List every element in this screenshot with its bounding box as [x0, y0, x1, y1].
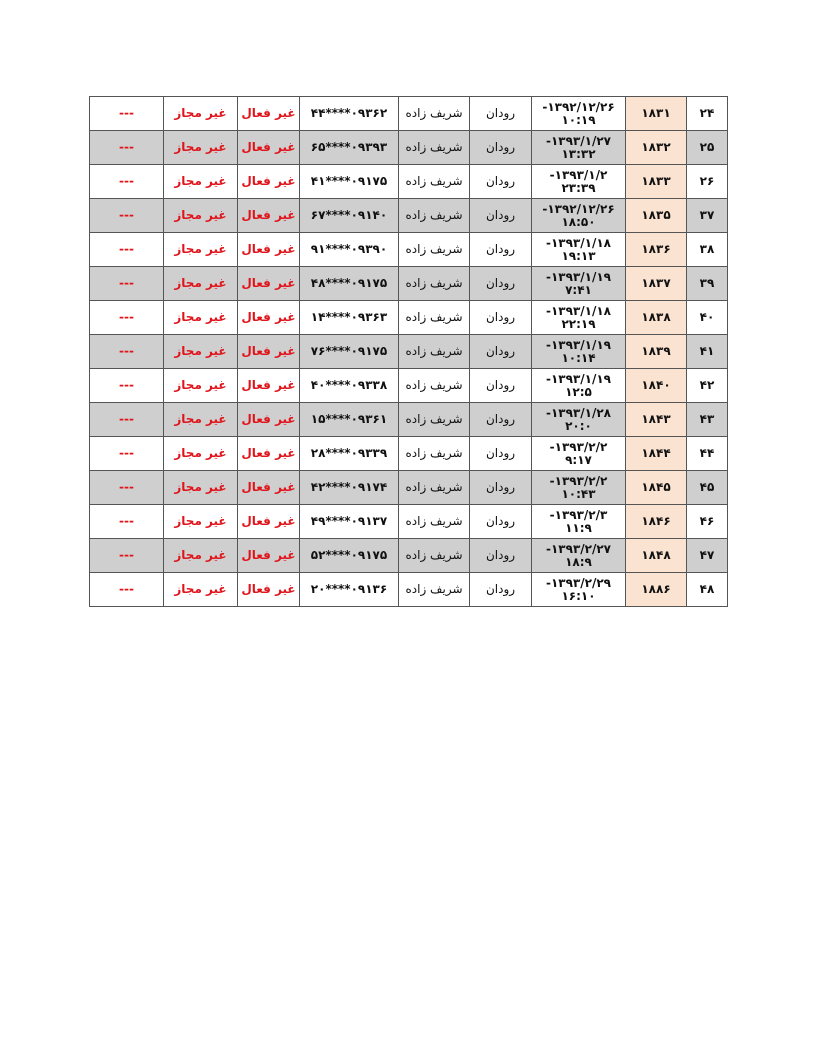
extra-cell: --- — [90, 471, 164, 505]
record-id-cell: ۱۸۳۶ — [626, 233, 687, 267]
date-time-cell — [532, 369, 626, 403]
city-cell: رودان — [470, 199, 532, 233]
date-text: ۱۳۹۳/۱/۱۸- — [545, 235, 612, 250]
permit-status-cell: غیر مجاز — [164, 369, 238, 403]
record-id-cell: ۱۸۳۳ — [626, 165, 687, 199]
active-status-cell: غیر فعال — [238, 233, 300, 267]
date-text: ۱۳۹۲/۱۲/۲۶- — [542, 201, 615, 216]
city-cell: رودان — [470, 539, 532, 573]
table-row — [90, 403, 728, 437]
row-number-cell: ۴۸ — [687, 573, 728, 607]
permit-status-cell: غیر مجاز — [164, 403, 238, 437]
city-cell: رودان — [470, 131, 532, 165]
time-text: ۱۰:۱۴ — [561, 350, 596, 365]
date-text: ۱۳۹۳/۲/۲- — [549, 473, 608, 488]
row-number-cell: ۳۹ — [687, 267, 728, 301]
time-text: ۱۸:۵۰ — [561, 214, 596, 229]
date-text: ۱۳۹۳/۲/۲۷- — [545, 541, 612, 556]
name-cell: شریف زاده — [399, 573, 470, 607]
record-id-cell: ۱۸۳۷ — [626, 267, 687, 301]
date-time-cell — [532, 131, 626, 165]
record-id-cell: ۱۸۴۵ — [626, 471, 687, 505]
table-row — [90, 573, 728, 607]
city-cell: رودان — [470, 267, 532, 301]
name-cell: شریف زاده — [399, 233, 470, 267]
extra-cell: --- — [90, 335, 164, 369]
city-cell: رودان — [470, 233, 532, 267]
phone-cell: ۰۹۳۹۰****۹۱ — [300, 233, 399, 267]
name-cell: شریف زاده — [399, 471, 470, 505]
phone-cell: ۰۹۱۷۴****۴۲ — [300, 471, 399, 505]
date-text: ۱۳۹۳/۱/۲- — [549, 167, 608, 182]
table-row — [90, 165, 728, 199]
active-status-cell: غیر فعال — [238, 505, 300, 539]
permit-status-cell: غیر مجاز — [164, 505, 238, 539]
time-text: ۱۳:۳۲ — [561, 146, 596, 161]
name-cell: شریف زاده — [399, 437, 470, 471]
phone-cell: ۰۹۳۶۲****۴۴ — [300, 97, 399, 131]
name-cell: شریف زاده — [399, 165, 470, 199]
permit-status-cell: غیر مجاز — [164, 131, 238, 165]
row-number-cell: ۴۷ — [687, 539, 728, 573]
active-status-cell: غیر فعال — [238, 267, 300, 301]
row-number-cell: ۳۸ — [687, 233, 728, 267]
permit-status-cell: غیر مجاز — [164, 267, 238, 301]
record-id-cell: ۱۸۸۶ — [626, 573, 687, 607]
city-cell: رودان — [470, 403, 532, 437]
date-text: ۱۳۹۳/۱/۱۹- — [545, 269, 612, 284]
name-cell: شریف زاده — [399, 267, 470, 301]
row-number-cell: ۲۶ — [687, 165, 728, 199]
date-text: ۱۳۹۳/۱/۱۹- — [545, 337, 612, 352]
date-time-cell — [532, 301, 626, 335]
extra-cell: --- — [90, 97, 164, 131]
date-time-cell — [532, 335, 626, 369]
permit-status-cell: غیر مجاز — [164, 233, 238, 267]
date-time-cell — [532, 233, 626, 267]
permit-status-cell: غیر مجاز — [164, 437, 238, 471]
extra-cell: --- — [90, 403, 164, 437]
name-cell: شریف زاده — [399, 97, 470, 131]
record-id-cell: ۱۸۳۱ — [626, 97, 687, 131]
phone-cell: ۰۹۳۳۹****۲۸ — [300, 437, 399, 471]
city-cell: رودان — [470, 471, 532, 505]
name-cell: شریف زاده — [399, 301, 470, 335]
date-time-cell — [532, 267, 626, 301]
permit-status-cell: غیر مجاز — [164, 165, 238, 199]
time-text: ۱۹:۱۳ — [561, 248, 596, 263]
permit-status-cell: غیر مجاز — [164, 301, 238, 335]
city-cell: رودان — [470, 437, 532, 471]
date-text: ۱۳۹۳/۲/۳- — [549, 507, 608, 522]
row-number-cell: ۲۴ — [687, 97, 728, 131]
row-number-cell: ۴۲ — [687, 369, 728, 403]
record-id-cell: ۱۸۴۰ — [626, 369, 687, 403]
extra-cell: --- — [90, 437, 164, 471]
permit-status-cell: غیر مجاز — [164, 97, 238, 131]
date-time-cell — [532, 471, 626, 505]
row-number-cell: ۴۶ — [687, 505, 728, 539]
table-row — [90, 437, 728, 471]
date-time-cell — [532, 165, 626, 199]
table-row — [90, 199, 728, 233]
phone-cell: ۰۹۱۷۵****۴۱ — [300, 165, 399, 199]
date-text: ۱۳۹۳/۲/۲- — [549, 439, 608, 454]
row-number-cell: ۴۵ — [687, 471, 728, 505]
record-id-cell: ۱۸۳۵ — [626, 199, 687, 233]
table-row — [90, 505, 728, 539]
permit-status-cell: غیر مجاز — [164, 471, 238, 505]
active-status-cell: غیر فعال — [238, 335, 300, 369]
table-row — [90, 131, 728, 165]
name-cell: شریف زاده — [399, 335, 470, 369]
date-time-cell — [532, 199, 626, 233]
phone-cell: ۰۹۱۷۵****۵۲ — [300, 539, 399, 573]
active-status-cell: غیر فعال — [238, 539, 300, 573]
time-text: ۹:۱۷ — [565, 452, 592, 467]
active-status-cell: غیر فعال — [238, 573, 300, 607]
phone-cell: ۰۹۱۷۵****۷۶ — [300, 335, 399, 369]
phone-cell: ۰۹۳۹۳****۶۵ — [300, 131, 399, 165]
city-cell: رودان — [470, 97, 532, 131]
row-number-cell: ۲۵ — [687, 131, 728, 165]
phone-cell: ۰۹۳۳۸****۴۰ — [300, 369, 399, 403]
extra-cell: --- — [90, 131, 164, 165]
name-cell: شریف زاده — [399, 369, 470, 403]
record-id-cell: ۱۸۴۳ — [626, 403, 687, 437]
row-number-cell: ۴۱ — [687, 335, 728, 369]
row-number-cell: ۴۰ — [687, 301, 728, 335]
time-text: ۱۸:۹ — [565, 554, 592, 569]
record-id-cell: ۱۸۳۹ — [626, 335, 687, 369]
city-cell: رودان — [470, 301, 532, 335]
time-text: ۱۰:۱۹ — [561, 112, 596, 127]
name-cell: شریف زاده — [399, 199, 470, 233]
date-time-cell — [532, 97, 626, 131]
extra-cell: --- — [90, 573, 164, 607]
time-text: ۲۳:۳۹ — [561, 180, 596, 195]
record-id-cell: ۱۸۴۴ — [626, 437, 687, 471]
city-cell: رودان — [470, 369, 532, 403]
time-text: ۱۱:۹ — [565, 520, 592, 535]
active-status-cell: غیر فعال — [238, 199, 300, 233]
date-text: ۱۳۹۳/۱/۱۹- — [545, 371, 612, 386]
time-text: ۷:۴۱ — [565, 282, 592, 297]
table-row — [90, 233, 728, 267]
name-cell: شریف زاده — [399, 131, 470, 165]
phone-cell: ۰۹۱۴۰****۶۷ — [300, 199, 399, 233]
phone-cell: ۰۹۳۶۳****۱۴ — [300, 301, 399, 335]
records-table — [89, 96, 728, 607]
phone-cell: ۰۹۱۷۵****۴۸ — [300, 267, 399, 301]
time-text: ۱۰:۴۳ — [561, 486, 596, 501]
name-cell: شریف زاده — [399, 403, 470, 437]
record-id-cell: ۱۸۳۲ — [626, 131, 687, 165]
time-text: ۱۲:۵ — [565, 384, 592, 399]
table-row — [90, 301, 728, 335]
date-text: ۱۳۹۳/۲/۲۹- — [545, 575, 612, 590]
name-cell: شریف زاده — [399, 505, 470, 539]
extra-cell: --- — [90, 165, 164, 199]
date-text: ۱۳۹۳/۱/۲۸- — [545, 405, 612, 420]
active-status-cell: غیر فعال — [238, 403, 300, 437]
table-row — [90, 369, 728, 403]
active-status-cell: غیر فعال — [238, 369, 300, 403]
permit-status-cell: غیر مجاز — [164, 199, 238, 233]
permit-status-cell: غیر مجاز — [164, 573, 238, 607]
table-row — [90, 335, 728, 369]
date-time-cell — [532, 539, 626, 573]
record-id-cell: ۱۸۳۸ — [626, 301, 687, 335]
record-id-cell: ۱۸۴۸ — [626, 539, 687, 573]
city-cell: رودان — [470, 505, 532, 539]
active-status-cell: غیر فعال — [238, 165, 300, 199]
time-text: ۲۰:۰ — [565, 418, 592, 433]
time-text: ۲۲:۱۹ — [561, 316, 596, 331]
extra-cell: --- — [90, 301, 164, 335]
date-time-cell — [532, 505, 626, 539]
table-row — [90, 539, 728, 573]
city-cell: رودان — [470, 165, 532, 199]
city-cell: رودان — [470, 573, 532, 607]
permit-status-cell: غیر مجاز — [164, 335, 238, 369]
active-status-cell: غیر فعال — [238, 471, 300, 505]
table-row — [90, 471, 728, 505]
row-number-cell: ۴۳ — [687, 403, 728, 437]
extra-cell: --- — [90, 233, 164, 267]
phone-cell: ۰۹۳۶۱****۱۵ — [300, 403, 399, 437]
extra-cell: --- — [90, 505, 164, 539]
city-cell: رودان — [470, 335, 532, 369]
date-text: ۱۳۹۳/۱/۱۸- — [545, 303, 612, 318]
permit-status-cell: غیر مجاز — [164, 539, 238, 573]
row-number-cell: ۴۴ — [687, 437, 728, 471]
record-id-cell: ۱۸۴۶ — [626, 505, 687, 539]
date-time-cell — [532, 403, 626, 437]
date-time-cell — [532, 573, 626, 607]
date-text: ۱۳۹۲/۱۲/۲۶- — [542, 99, 615, 114]
phone-cell: ۰۹۱۳۶****۲۰ — [300, 573, 399, 607]
table-row — [90, 97, 728, 131]
active-status-cell: غیر فعال — [238, 97, 300, 131]
active-status-cell: غیر فعال — [238, 131, 300, 165]
records-body — [90, 97, 728, 607]
phone-cell: ۰۹۱۳۷****۴۹ — [300, 505, 399, 539]
date-time-cell — [532, 437, 626, 471]
extra-cell: --- — [90, 199, 164, 233]
active-status-cell: غیر فعال — [238, 437, 300, 471]
time-text: ۱۶:۱۰ — [561, 588, 596, 603]
extra-cell: --- — [90, 539, 164, 573]
date-text: ۱۳۹۳/۱/۲۷- — [545, 133, 612, 148]
extra-cell: --- — [90, 369, 164, 403]
extra-cell: --- — [90, 267, 164, 301]
name-cell: شریف زاده — [399, 539, 470, 573]
table-row — [90, 267, 728, 301]
row-number-cell: ۳۷ — [687, 199, 728, 233]
active-status-cell: غیر فعال — [238, 301, 300, 335]
